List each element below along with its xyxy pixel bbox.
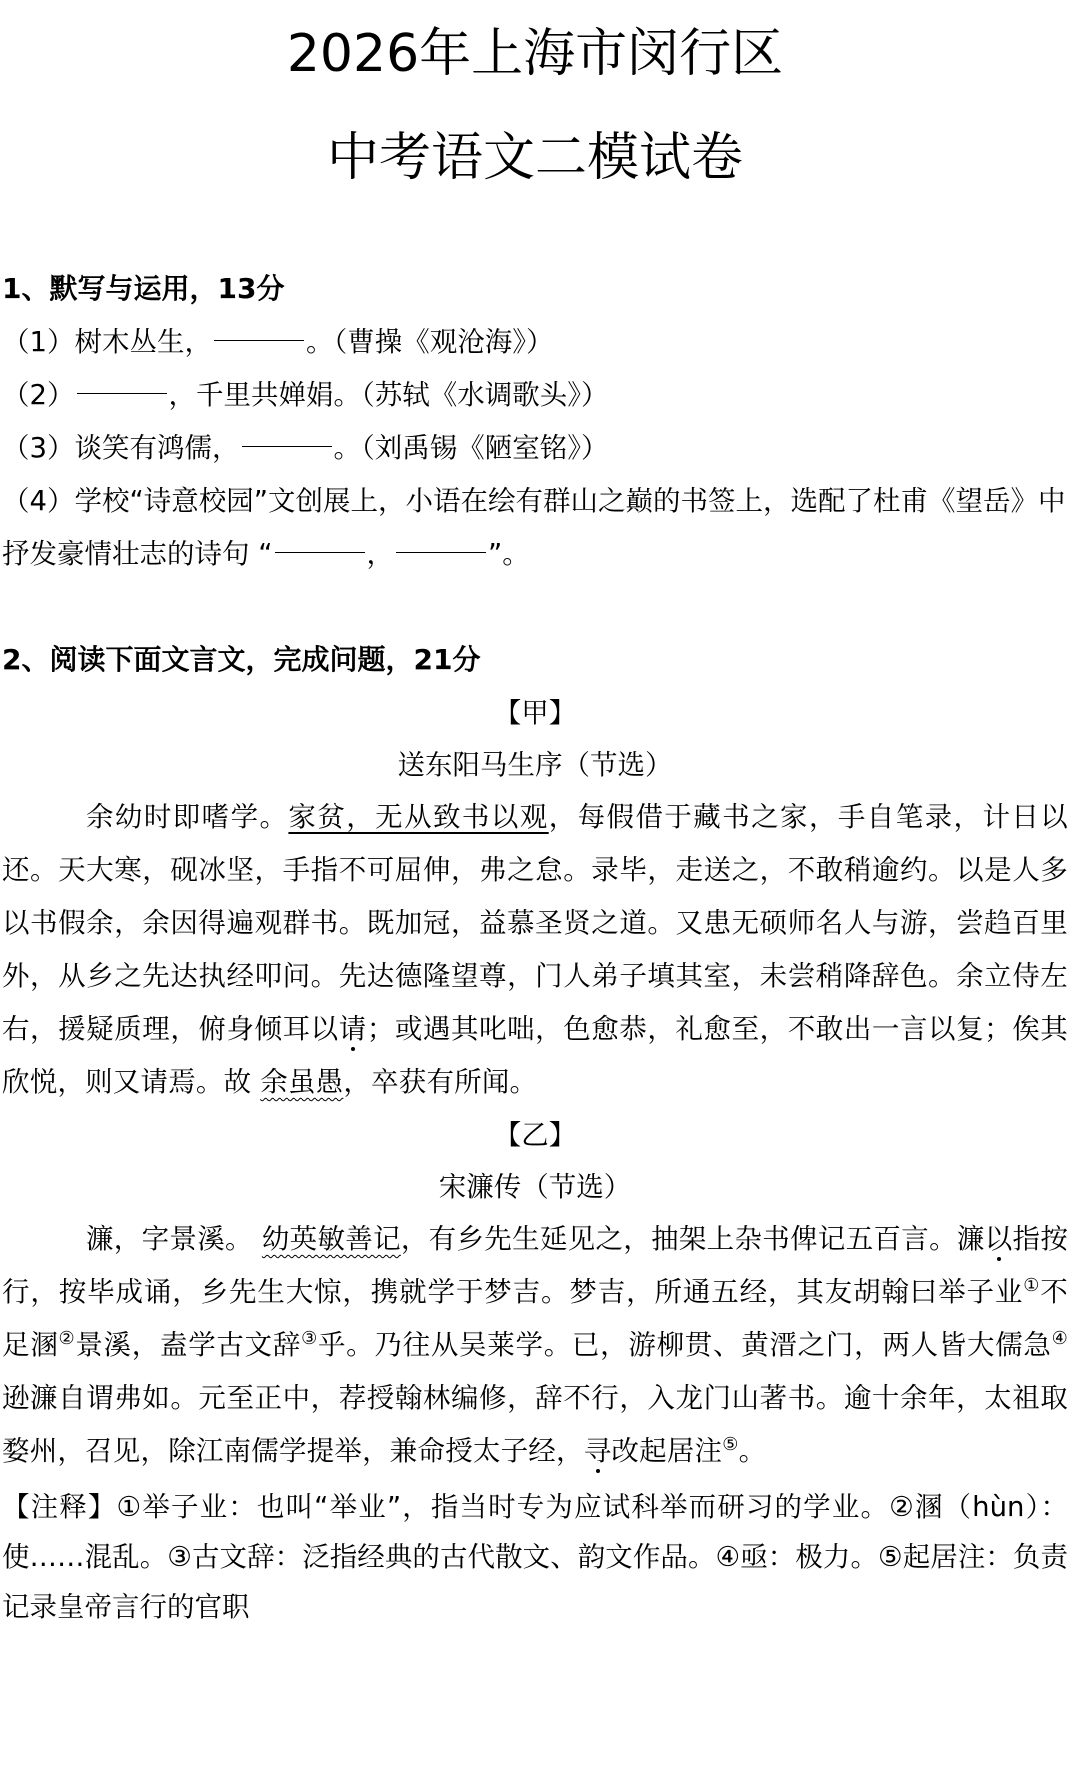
q1-blank[interactable] [214,340,304,341]
jia-text-b: ，每假借于藏书之家，手自笔录，计日以还。天大寒，砚冰坚，手指不可屈伸，弗之怠。录毕，走送之，不敢稍逾约。以是人多以书假余，余因得遍观群书。既加冠，益慕圣贤之道。又患无硕师名人与游，尝趋百里外，从乡之先达执经叩问。先达德隆望尊，门人弟子填其室，未尝稍降辞色。余立侍左右，援疑质理，俯身倾耳以 [2,801,1068,1045]
q1-suffix: 。（曹操《观沧海》） [306,326,554,358]
passage-jia-label: 【甲】 [493,697,577,729]
q4-blank-2[interactable] [396,552,486,553]
yi-dotted-char-xun: 寻 [583,1435,612,1467]
yi-text-a: 濂，字景溪。 [86,1223,262,1255]
question-4 [2,475,1068,581]
jia-text-d: ，卒获有所闻。 [343,1066,538,1098]
q2-prefix: （2） [2,379,75,411]
footnote-marker-3: ③ [301,1327,318,1349]
q4-blank-1[interactable] [275,552,365,553]
q4-prefix: （4）学校“诗意校园”文创展上，小语在绘有群山之巅的书签上，选配了杜甫《望岳》中抒发豪情壮志的诗句 “ [2,485,1066,570]
q4-middle: ， [366,538,394,570]
passage-yi-text [2,1213,1068,1478]
q3-blank[interactable] [242,446,332,447]
yi-text-f: 乎。乃往从吴莱学。已，游柳贯、黄溍之门，两人皆大儒急 [317,1329,1052,1361]
q4-suffix: ”。 [488,538,530,570]
question-1 [2,316,1068,369]
jia-text-a: 余幼时即嗜学。 [86,801,289,833]
yi-text-i: 。 [738,1435,767,1467]
footnote-marker-1: ① [1023,1274,1041,1296]
yi-text-e: 景溪，盍学古文辞 [75,1329,302,1361]
yi-dotted-char-yi: 以 [984,1223,1013,1255]
q2-suffix: ，千里共婵娟。（苏轼《水调歌头》） [168,379,609,411]
jia-wavy-phrase: 余虽愚 [260,1066,344,1098]
yi-text-d: 不足溷 [2,1276,1068,1361]
passage-yi-label: 【乙】 [493,1119,577,1151]
passage-yi-title: 宋濂传（节选） [438,1171,632,1203]
jia-underlined-sentence: 家贫，无从致书以观 [288,801,549,833]
jia-text-c: ；或遇其叱咄，色愈恭，礼愈至，不敢出一言以复；俟其欣悦，则又请焉。故 [2,1013,1068,1098]
passage-jia-title: 送东阳马生序（节选） [397,749,673,781]
annotations: 【注释】①举子业：也叫“举业”，指当时专为应试科举而研习的学业。②溷（hùn）：使……混乱。③古文辞：泛指经典的古代散文、韵文作品。④亟：极力。⑤起居注：负责记录皇帝言行的官职 [2,1491,1068,1623]
q3-suffix: 。（刘禹锡《陋室铭》） [333,432,609,464]
footnote-marker-4: ④ [1051,1327,1068,1349]
footnote-marker-2: ② [58,1327,76,1349]
question-2 [2,369,1068,422]
footnote-marker-5: ⑤ [722,1433,739,1455]
yi-text-h: 改起居注 [611,1435,723,1467]
section1-heading: 1、默写与运用，13分 [2,272,285,305]
q2-blank[interactable] [77,393,167,394]
q1-prefix: （1）树木丛生， [2,326,212,358]
page-title-line2: 中考语文二模试卷 [326,128,743,188]
jia-dotted-char-qing: 请 [338,1013,367,1045]
question-3 [2,422,1068,475]
passage-jia-text [2,791,1068,1109]
page-title-line1: 2026年上海市闵行区 [286,24,784,84]
yi-text-g: 逊濂自谓弗如。元至正中，荐授翰林编修，辞不行，入龙门山著书。逾十余年，太祖取婺州，召见，除江南儒学提举，兼命授太子经， [2,1382,1068,1467]
yi-text-b: ，有乡先生延见之，抽架上杂书俾记五百言。濂 [400,1223,985,1255]
q3-prefix: （3）谈笑有鸿儒， [2,432,240,464]
section2-heading: 2、阅读下面文言文，完成问题，21分 [2,643,481,676]
yi-wavy-phrase: 幼英敏善记 [261,1223,401,1255]
yi-text-c: 指按行，按毕成诵，乡先生大惊，携就学于梦吉。梦吉，所通五经，其友胡翰曰举子业 [2,1223,1069,1308]
